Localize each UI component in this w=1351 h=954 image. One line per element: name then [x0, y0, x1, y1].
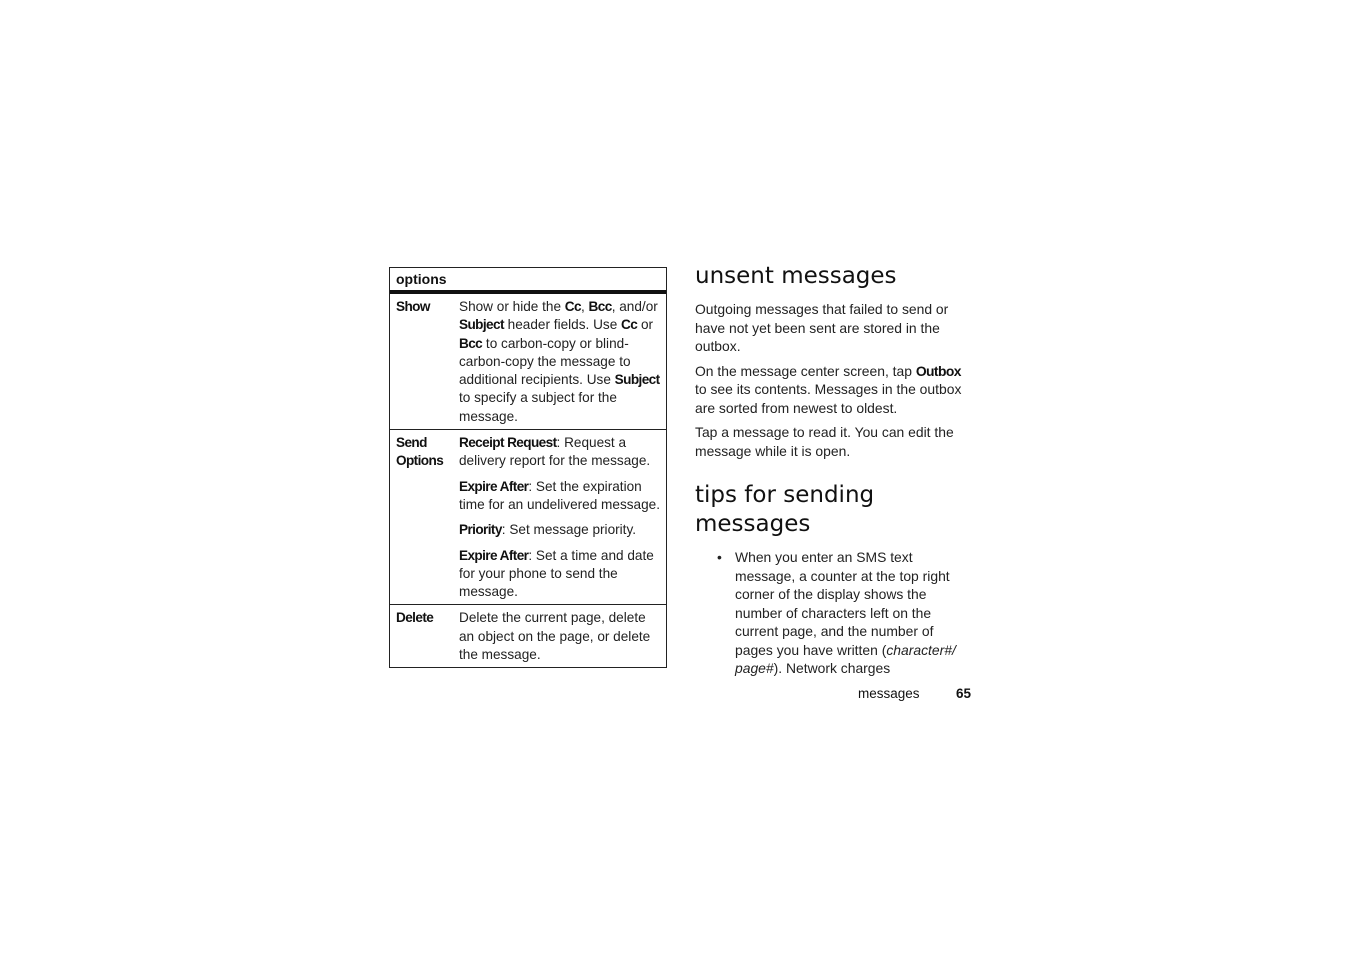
sub-option-receipt: [459, 434, 660, 471]
key-subject: Subject: [459, 317, 504, 333]
text: to specify a subject for the message.: [459, 390, 617, 424]
key-expire-after: Expire After: [459, 547, 529, 563]
paragraph: [695, 362, 975, 418]
paragraph: Tap a message to read it. You can edit the message while it is open.: [695, 424, 954, 459]
key-bcc: Bcc: [459, 335, 483, 351]
text: character#/ page#: [735, 641, 956, 676]
text: : Set a time and date for your phone to send the message.: [459, 547, 654, 600]
name-line: Options: [396, 453, 444, 469]
footer-section: messages: [858, 686, 920, 701]
table-header: options: [390, 268, 666, 294]
text: ). Network charges: [773, 660, 891, 676]
key-cc: Cc: [621, 317, 638, 333]
text: to see its contents. Messages in the outbox are sorted from newest to oldest.: [695, 381, 962, 416]
key-expire-after: Expire After: [459, 478, 529, 494]
text: Show or hide the: [459, 299, 565, 314]
tips-list: [695, 548, 975, 678]
text: or: [637, 317, 654, 333]
heading-unsent-messages: unsent messages: [695, 263, 897, 289]
text: header fields. Use: [503, 317, 622, 333]
page-footer: [858, 686, 972, 701]
heading-line: messages: [695, 511, 811, 537]
paragraph: Outgoing messages that failed to send or have not yet been sent are stored in the outbox.: [695, 301, 949, 354]
key-subject: Subject: [614, 372, 660, 388]
key-cc: Cc: [564, 299, 581, 314]
name-line: Send: [396, 435, 427, 451]
sub-option-priority: [459, 521, 660, 539]
option-name-send-options: [390, 430, 459, 604]
key-outbox: Outbox: [915, 362, 961, 379]
key-bcc: Bcc: [588, 299, 612, 314]
heading-tips-for-sending: [695, 481, 975, 539]
heading-line: tips for sending: [695, 482, 875, 508]
key-priority: Priority: [459, 522, 502, 538]
sub-option-expire-2: [459, 547, 660, 602]
option-name-delete: Delete: [396, 610, 434, 626]
bullet-icon: •: [717, 549, 722, 565]
table-row-show: [390, 294, 666, 430]
text: When you enter an SMS text message, a counter at the top right corner of the display shows the number of characters left on the current page, and the number of pages you have written (: [735, 549, 950, 658]
key-receipt-request: Receipt Request: [459, 435, 557, 451]
text: : Request a delivery report for the message.: [459, 435, 651, 469]
text: ,: [580, 299, 589, 314]
option-name-show: Show: [396, 299, 430, 314]
right-column: [695, 262, 975, 678]
text: : Set message priority.: [501, 522, 637, 538]
table-row-delete: [390, 605, 666, 667]
options-table: [389, 267, 667, 668]
sub-option-expire: [459, 478, 660, 515]
page-number: 65: [956, 686, 972, 701]
option-desc-show: [459, 294, 666, 429]
option-desc-delete: Delete the current page, delete an object on the page, or delete the message.: [459, 610, 651, 663]
text: , and/or: [611, 299, 658, 314]
table-row-send-options: [390, 430, 666, 605]
list-item: [717, 548, 975, 678]
text: On the message center screen, tap: [695, 362, 916, 379]
text: to carbon-copy or blind-carbon-copy the message to additional recipients. Use: [459, 335, 631, 388]
option-desc-send-options: [459, 430, 666, 604]
text: : Set the expiration time for an undelivered message.: [459, 478, 660, 512]
